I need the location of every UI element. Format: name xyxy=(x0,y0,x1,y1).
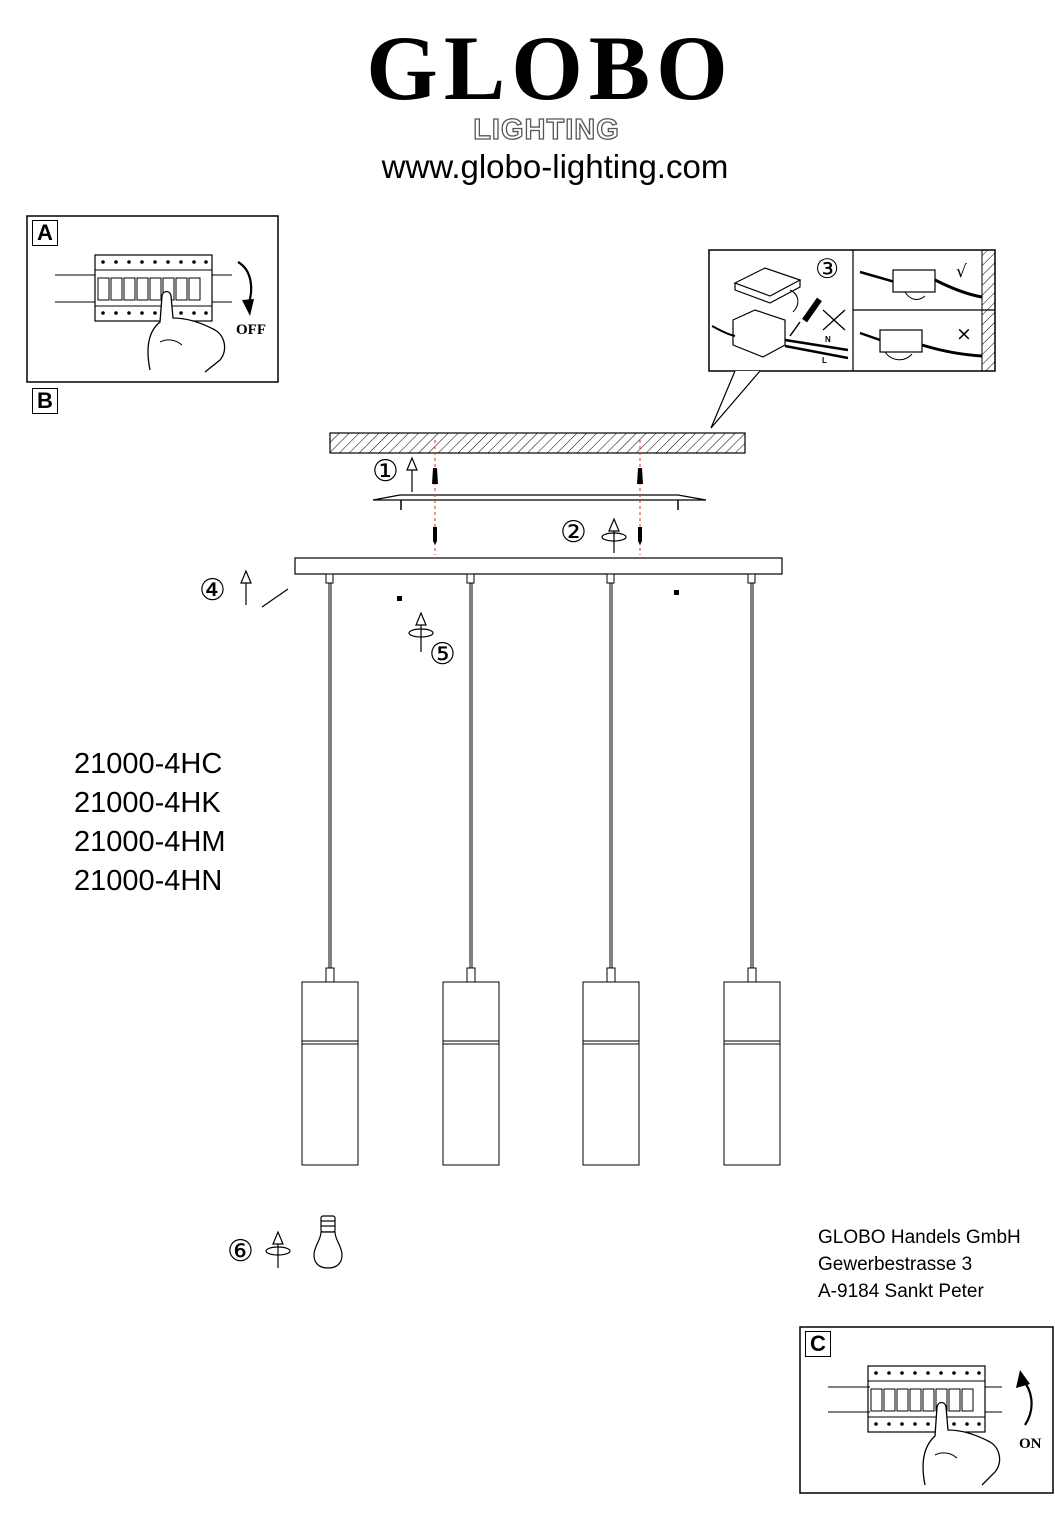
rotate-icon xyxy=(602,519,626,553)
pendant-1 xyxy=(302,574,358,1165)
on-label: ON xyxy=(1019,1436,1042,1452)
ceiling xyxy=(330,433,745,453)
correct-mark: √ xyxy=(956,262,967,282)
step-1-label: ① xyxy=(372,454,399,489)
arrow-up-icon xyxy=(407,458,417,492)
pendant-4 xyxy=(724,574,780,1165)
model-number: 21000-4HK xyxy=(74,787,221,819)
model-numbers xyxy=(74,745,226,901)
step-5-label: ⑤ xyxy=(429,637,456,672)
step-4-label: ④ xyxy=(199,573,226,608)
brand-logo: GLOBO xyxy=(366,17,734,119)
step-2-label: ② xyxy=(560,515,587,550)
wiring-detail-panel xyxy=(709,250,995,428)
panel-c-label: C xyxy=(805,1331,831,1357)
panel-c-fuse-box xyxy=(800,1327,1053,1493)
address-line: GLOBO Handels GmbH xyxy=(818,1227,1021,1248)
model-number: 21000-4HC xyxy=(74,748,223,780)
brand-sublogo: LIGHTING xyxy=(473,114,620,146)
panel-a-label: A xyxy=(32,220,58,246)
panel-a-fuse-box xyxy=(27,216,278,382)
model-number: 21000-4HN xyxy=(74,865,223,897)
address-line: Gewerbestrasse 3 xyxy=(818,1254,973,1275)
model-number: 21000-4HM xyxy=(74,826,226,858)
mounting-bracket xyxy=(373,495,706,510)
rotate-icon xyxy=(266,1232,290,1268)
step-6-label: ⑥ xyxy=(227,1234,254,1269)
panel-b-label: B xyxy=(32,388,58,414)
off-label: OFF xyxy=(236,322,266,338)
wrong-mark: × xyxy=(956,323,972,345)
canopy-bar xyxy=(295,558,782,574)
pendant-3 xyxy=(583,574,639,1165)
callout-pointer xyxy=(711,371,760,428)
bulb-icon xyxy=(314,1216,342,1268)
website-url: www.globo-lighting.com xyxy=(381,148,729,185)
cover-caps xyxy=(397,590,679,601)
arrow-up-icon xyxy=(241,571,288,607)
neutral-label: N xyxy=(825,335,831,344)
address-line: A-9184 Sankt Peter xyxy=(818,1281,984,1302)
step-3-label: ③ xyxy=(815,254,840,285)
live-label: L xyxy=(822,356,827,365)
dowel-icon xyxy=(432,468,643,484)
company-address xyxy=(818,1224,1021,1305)
